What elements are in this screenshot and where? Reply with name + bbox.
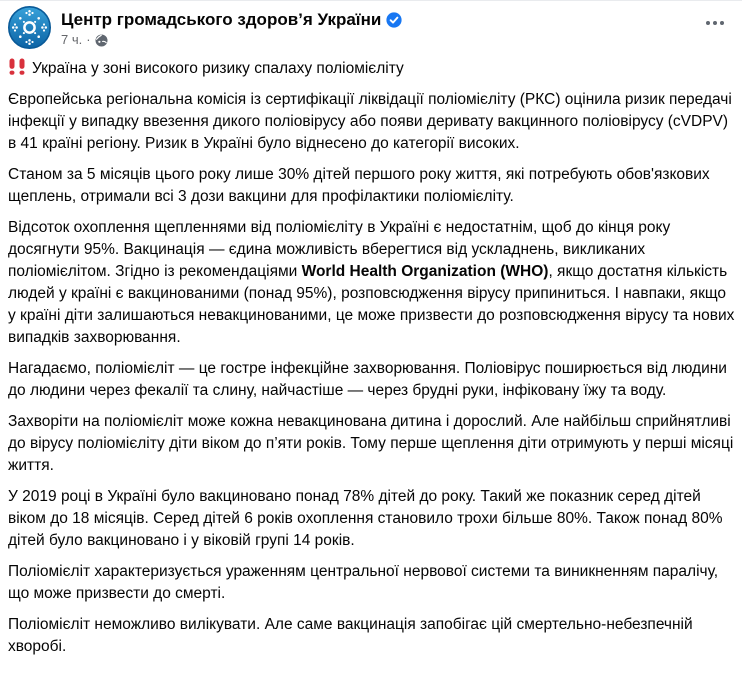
post-body: [8, 58, 736, 658]
post-meta: [61, 6, 402, 48]
ellipsis-dot: [706, 21, 710, 25]
post-header: [8, 6, 736, 49]
separator-dot: ·: [86, 32, 91, 47]
post-headline-row: [8, 58, 736, 80]
post-paragraph: У 2019 році в Україні було вакциновано понад 78% дітей до року. Такий же показник серед дітей віком до 18 місяців. Серед дітей 6 років охоплення становило трохи більше 80%. Також понад 80% дітей було вакциновано і у віковій групі 14 років.: [8, 488, 723, 549]
ellipsis-dot: [713, 21, 717, 25]
post-paragraph: Станом за 5 місяців цього року лише 30% дітей першого року життя, які потребують обов'язкових щеплень, отримали всі 3 дози вакцини для профілактики поліомієліту.: [8, 166, 710, 205]
post-paragraph: Нагадаємо, поліомієліт — це гостре інфекційне захворювання. Поліовірус поширюється від людини до людини через фекалії та слину, найчастіше — через брудні руки, інфіковану їжу та воду.: [8, 360, 727, 399]
page-name[interactable]: Центр громадського здоров’я України: [61, 10, 382, 29]
double-exclamation-icon: [8, 58, 27, 75]
post-timestamp[interactable]: 7 ч.: [61, 32, 83, 47]
post-paragraphs: [8, 89, 736, 658]
post-paragraph: Поліомієліт неможливо вилікувати. Але саме вакцинація запобігає цій смертельно-небезпечній хворобі.: [8, 616, 693, 655]
phc-ukraine-logo-icon: [8, 6, 51, 49]
ellipsis-dot: [720, 21, 724, 25]
post-paragraph: Поліомієліт характеризується ураженням центральної нервової системи та виникненням паралічу, що може призвести до смерті.: [8, 563, 719, 602]
post-paragraph: Захворіти на поліомієліт може кожна невакцинована дитина і дорослий. Але найбільш сприйнятливі до вірусу поліомієліту діти віком до п’яти років. Тому перше щеплення діти отримують у перші місяці життя.: [8, 413, 734, 474]
verified-badge-icon: [386, 12, 402, 28]
globe-icon: [95, 34, 108, 47]
post-headline-text: Україна у зоні високого ризику спалаху поліомієліту: [32, 60, 404, 77]
post-options-button[interactable]: [702, 15, 728, 31]
avatar[interactable]: [8, 6, 51, 49]
post-paragraph: Відсоток охоплення щепленнями від поліомієліту в Україні є недостатнім, щоб до кінця року досягнути 95%. Вакцинація — єдина можливість вберегтися від ускладнень, викликаних поліомієлітом. Згідно із рекомендаціями World Health Organization (WHO), якщо достатня кількість людей у країні є вакцинованими (понад 95%), розповсюдження вірусу припиниться. І навпаки, якщо у країні діти залишаються невакцинованими, це може призвести до розповсюдження вірусу та нових випадків захворювання.: [8, 219, 735, 346]
post-paragraph: Європейська регіональна комісія із сертифікації ліквідації поліомієліту (РКС) оцінила ризик передачі інфекції у випадку ввезення дикого поліовірусу або появи деривату вакцинного поліовірусу (cVDPV) в 41 країні регіону. Ризик в Україні було віднесено до категорії високих.: [8, 91, 732, 152]
